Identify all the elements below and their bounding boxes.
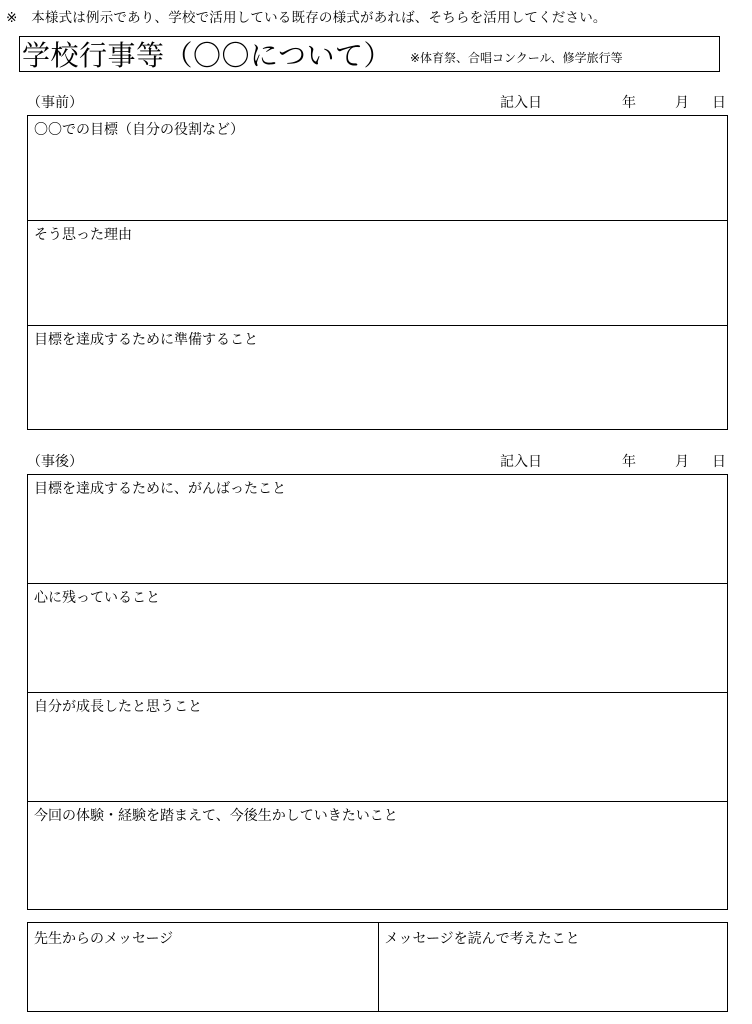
after-month-label: 月 — [675, 454, 689, 470]
after-year-label: 年 — [622, 454, 636, 470]
before-year-label: 年 — [622, 95, 636, 111]
after-growth-field[interactable] — [28, 692, 727, 801]
usage-note: ※ 本様式は例示であり、学校で活用している既存の様式があれば、そちらを活用してください。 — [6, 10, 607, 26]
before-section-header — [27, 92, 727, 112]
before-day-label: 日 — [712, 95, 726, 111]
before-date-label: 記入日 — [500, 95, 542, 111]
after-future-label: 今回の体験・経験を踏まえて、今後生かしていきたいこと — [34, 808, 398, 824]
after-date-label: 記入日 — [500, 454, 542, 470]
message-table — [27, 922, 728, 1012]
before-preparation-label: 目標を達成するために準備すること — [34, 332, 258, 348]
before-reason-field[interactable] — [28, 220, 727, 325]
before-goal-label: 〇〇での目標（自分の役割など） — [34, 122, 244, 138]
page-title: 学校行事等（〇〇について） — [22, 39, 392, 72]
title-box — [19, 36, 720, 72]
before-preparation-field[interactable] — [28, 325, 727, 429]
before-label: （事前） — [27, 95, 83, 111]
after-growth-label: 自分が成長したと思うこと — [34, 699, 202, 715]
before-reason-label: そう思った理由 — [34, 227, 132, 243]
after-memory-field[interactable] — [28, 583, 727, 692]
teacher-message-field[interactable] — [28, 923, 378, 1011]
after-day-label: 日 — [712, 454, 726, 470]
after-section-header — [27, 451, 727, 471]
after-label: （事後） — [27, 454, 83, 470]
after-effort-field[interactable] — [28, 475, 727, 583]
title-examples: ※体育祭、合唱コンクール、修学旅行等 — [409, 50, 623, 65]
after-form — [27, 474, 728, 910]
reflection-label: メッセージを読んで考えたこと — [384, 931, 580, 947]
before-goal-field[interactable] — [28, 116, 727, 220]
after-future-field[interactable] — [28, 801, 727, 909]
after-effort-label: 目標を達成するために、がんばったこと — [34, 481, 286, 497]
after-memory-label: 心に残っていること — [34, 590, 160, 606]
before-form — [27, 115, 728, 430]
teacher-message-label: 先生からのメッセージ — [34, 931, 174, 947]
before-month-label: 月 — [675, 95, 689, 111]
reflection-field[interactable] — [378, 923, 728, 1011]
